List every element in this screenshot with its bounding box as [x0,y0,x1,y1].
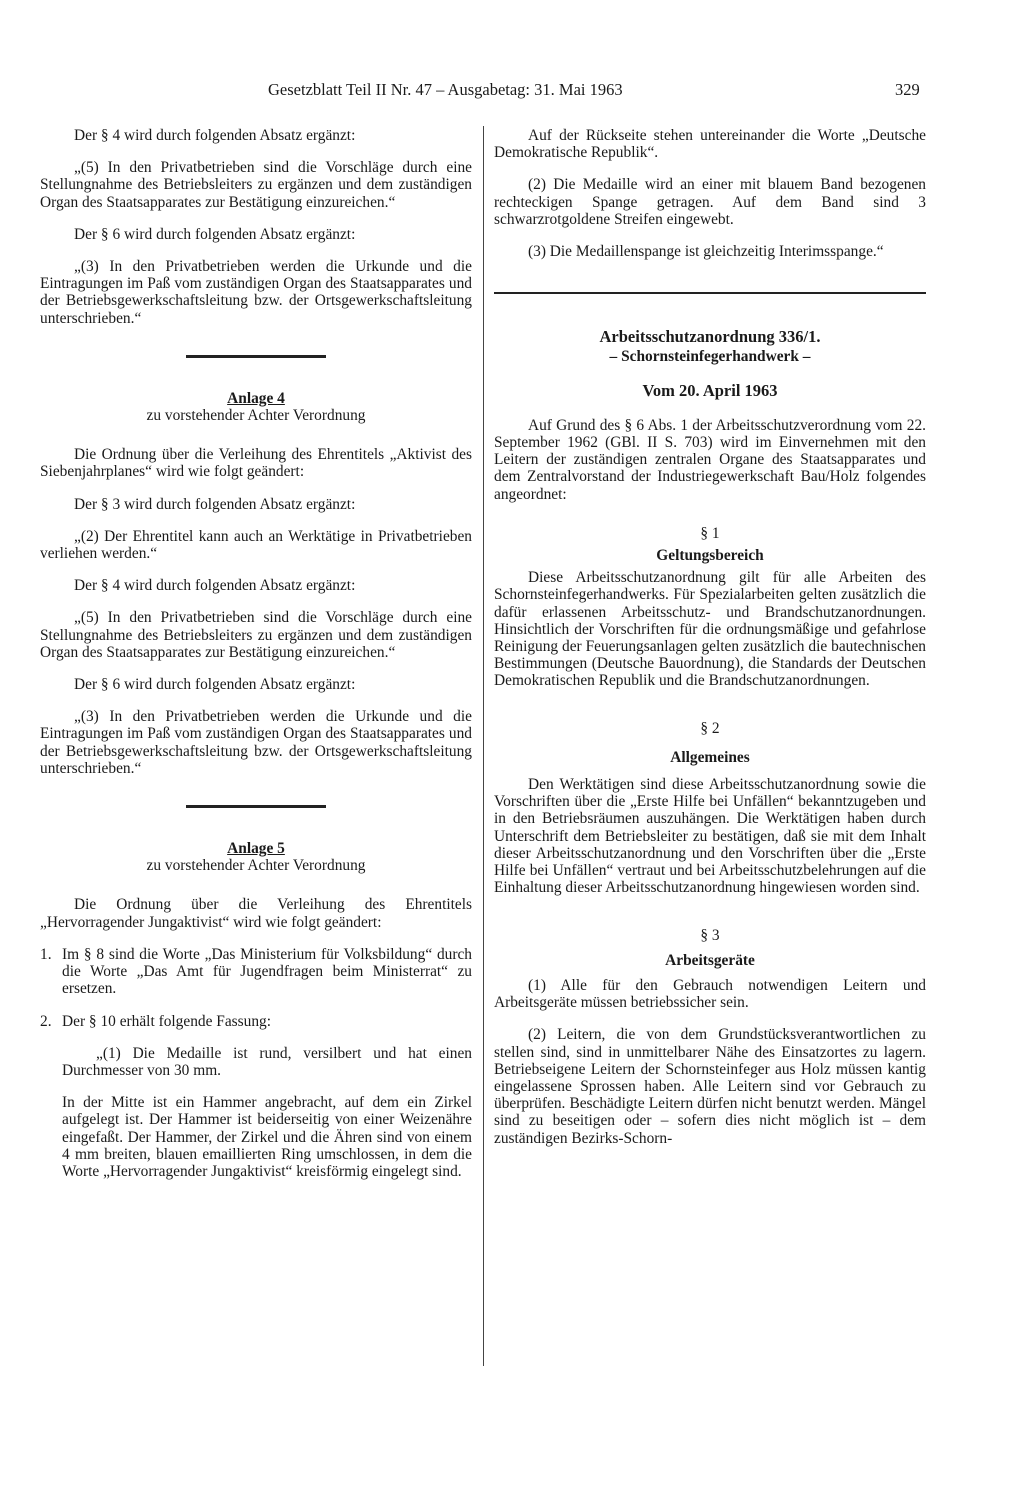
section-rule [494,292,926,294]
paragraph: „(5) In den Privatbetrieben sind die Vorschläge durch eine Stellungnahme des Betriebsleiters zu ergänzen und dem zuständigen Organ des Staatsapparates zur Bestätigung einzureichen.“ [40,159,472,211]
paragraph: Diese Arbeitsschutzanordnung gilt für alle Arbeiten des Schornsteinfegerhandwerks. Für Spezialarbeiten gelten zusätzlich die dafür erlassenen Arbeitsschutz- und Brandschutzanordnungen. Hinsichtlich der Vorschriften für die ordnungsmäßige und gefahrlose Reinigung der Feuerungsanlagen gelten zusätzlich die bautechnischen Bestimmungen (Deutsche Bauordnung), die Standards der Deutschen Demokratischen Republik und die Brandschutzanordnungen. [494,569,926,690]
paragraph: (2) Leitern, die von dem Grundstücksverantwortlichen zu stellen sind, sind in unmittelbarer Nähe des Einsatzortes zu lagern. Betriebseigene Leitern der Schornsteinfeger aus Holz müssen kantig eingelassene Sprossen haben. Alle Leitern sind vor Gebrauch zu überprüfen. Beschädigte Leitern dürfen nicht benutzt werden. Mängel sind zu beseitigen oder – sofern dies nicht möglich ist – dem zuständigen Bezirks-Schorn- [494,1026,926,1147]
anlage-5-title: Anlage 5 [227,840,285,858]
list-number: 1. [40,945,52,963]
right-column [494,127,926,1147]
running-title: Gesetzblatt Teil II Nr. 47 – Ausgabetag: 31. Mai 1963 [268,80,623,99]
paragraph: Den Werktätigen sind diese Arbeitsschutzanordnung sowie die Vorschriften über die „Erste Hilfe bei Unfällen“ bekanntzugeben und in den Betriebsräumen auszuhängen. Die Werktätigen haben durch Unterschrift dem Betriebsleiter zu bestätigen, daß sie mit dem Inhalt dieser Arbeitsschutzanordnung und den Vorschriften über die „Erste Hilfe bei Unfällen“ vertraut und bei Arbeitsschutzbelehrungen auf die Einhaltung dieser Arbeitsschutzanordnung hingewiesen worden sind. [494,776,926,897]
paragraph: (2) Die Medaille wird an einer mit blauem Band bezogenen rechteckigen Spange getragen. Auf dem Band sind 3 schwarzrotgoldene Streifen eingewebt. [494,176,926,228]
list-text: Im § 8 sind die Worte „Das Ministerium für Volksbildung“ durch die Worte „Das Amt für Jugendfragen beim Ministerrat“ zu ersetzen. [62,945,472,998]
section-number: § 1 [700,524,720,542]
paragraph: Die Ordnung über die Verleihung des Ehrentitels „Aktivist des Siebenjahrplanes“ wird wie folgt geändert: [40,446,472,481]
paragraph: Der § 3 wird durch folgenden Absatz ergänzt: [74,495,356,513]
ordinance-title: Arbeitsschutzanordnung 336/1. [599,327,821,347]
ordinance-subtitle: – Schornsteinfegerhandwerk – [609,348,811,366]
list-item [40,946,472,998]
paragraph: „(2) Der Ehrentitel kann auch an Werktätige in Privatbetrieben verliehen werden.“ [40,527,472,563]
list-number: 2. [40,1012,52,1030]
anlage-4-title: Anlage 4 [227,389,285,407]
page-number: 329 [895,80,920,99]
paragraph: In der Mitte ist ein Hammer angebracht, auf dem ein Zirkel aufgelegt ist. Der Hammer ist beiderseitig von einer Weizenähre eingefaßt. Der Hammer, der Zirkel und die Ähren sind von einem 4 mm breiten, blauen emaillierten Ring umschlossen, in dem die Worte „Hervorragender Jungaktivist“ kreisförmig eingelegt sind. [62,1094,472,1180]
paragraph: Der § 6 wird durch folgenden Absatz ergänzt: [74,225,356,243]
ordinance-date: Vom 20. April 1963 [642,380,778,400]
paragraph: Der § 4 wird durch folgenden Absatz ergänzt: [74,127,356,144]
column-divider [483,126,484,1366]
paragraph: Die Ordnung über die Verleihung des Ehrentitels „Hervorragender Jungaktivist“ wird wie folgt geändert: [40,896,472,931]
ordinance-intro: Auf Grund des § 6 Abs. 1 der Arbeitsschutzverordnung vom 22. September 1962 (GBl. II S. 703) wird im Einvernehmen mit den Leitern der zuständigen zentralen Organe des Staatsapparates und dem Zentralvorstand der Industriegewerkschaft Bau/Holz folgendes angeordnet: [494,416,926,503]
paragraph: „(3) In den Privatbetrieben werden die Urkunde und die Eintragungen im Paß vom zuständigen Organ des Staatsapparates und der Betriebsgewerkschaftsleitung bzw. der Ortsgewerkschaftsleitung unterschrieben.“ [40,258,472,327]
paragraph: „(5) In den Privatbetrieben sind die Vorschläge durch eine Stellungnahme des Betriebsleiters zu ergänzen und dem zuständigen Organ des Staatsapparates zur Bestätigung einzureichen.“ [40,609,472,661]
section-number: § 2 [700,719,720,737]
paragraph: (1) Alle für den Gebrauch notwendigen Leitern und Arbeitsgeräte müssen betriebssicher sein. [494,976,926,1012]
paragraph: „(1) Die Medaille ist rund, versilbert und hat einen Durchmesser von 30 mm. [62,1044,472,1079]
anlage-4-subtitle: zu vorstehender Achter Verordnung [146,407,366,425]
page-header [0,80,1024,110]
section-heading: Allgemeines [670,748,750,766]
section-heading: Geltungsbereich [656,547,764,565]
section-rule [186,805,326,808]
paragraph: Auf der Rückseite stehen untereinander die Worte „Deutsche Demokratische Republik“. [494,127,926,162]
section-heading: Arbeitsgeräte [665,951,755,969]
list-item [40,1013,472,1030]
paragraph: Der § 4 wird durch folgenden Absatz ergänzt: [74,577,356,595]
paragraph: Der § 6 wird durch folgenden Absatz ergänzt: [74,676,356,694]
section-number: § 3 [700,926,720,944]
paragraph: „(3) In den Privatbetrieben werden die Urkunde und die Eintragungen im Paß vom zuständigen Organ des Staatsapparates und der Betriebsgewerkschaftsleitung bzw. der Ortsgewerkschaftsleitung unterschrieben.“ [40,708,472,777]
anlage-5-subtitle: zu vorstehender Achter Verordnung [146,857,366,875]
list-text: Der § 10 erhält folgende Fassung: [62,1012,272,1030]
paragraph: (3) Die Medaillenspange ist gleichzeitig Interimsspange.“ [528,243,884,261]
section-rule [186,355,326,358]
left-column [40,127,472,1180]
